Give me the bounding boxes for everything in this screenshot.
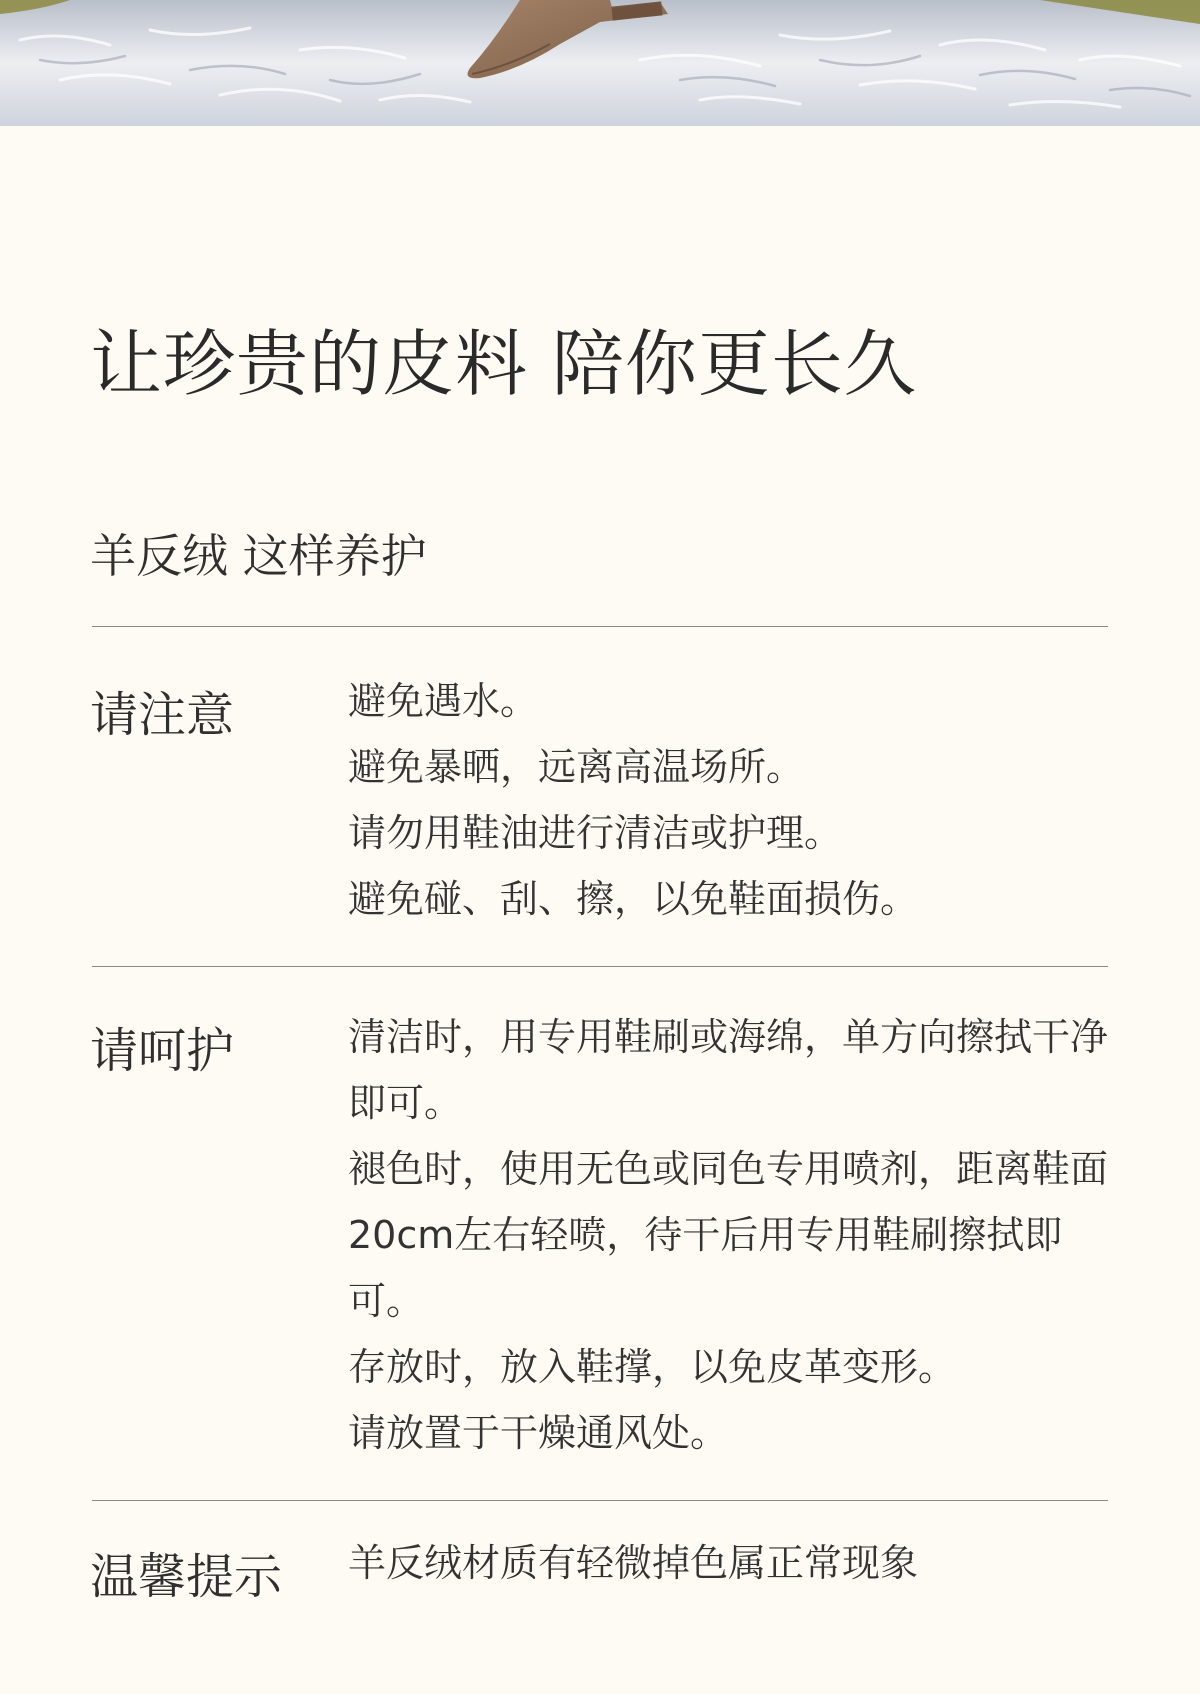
list-item: 避免暴晒，远离高温场所。 — [348, 745, 805, 789]
list-item: 褪色时，使用无色或同色专用喷剂，距离鞋面20cm左右轻喷，待干后用专用鞋刷擦拭即可。 — [348, 1147, 1109, 1323]
care-list — [348, 1004, 1110, 1466]
tip-list — [348, 1530, 1110, 1596]
row-label-care: 请呵护 — [90, 1023, 235, 1079]
hero-photo — [0, 0, 1200, 126]
list-item: 请放置于干燥通风处。 — [348, 1411, 729, 1455]
list-item: 请勿用鞋油进行清洁或护理。 — [348, 811, 843, 855]
list-item: 清洁时，用专用鞋刷或海绵，单方向擦拭干净即可。 — [348, 1015, 1109, 1125]
row-label-tip: 温馨提示 — [90, 1549, 283, 1605]
divider — [92, 966, 1108, 967]
row-label-notice: 请注意 — [90, 687, 235, 743]
list-item: 存放时，放入鞋撑，以免皮革变形。 — [348, 1345, 957, 1389]
notice-list — [348, 668, 1110, 932]
list-item: 避免遇水。 — [348, 679, 539, 723]
divider — [92, 1500, 1108, 1501]
section-title: 羊反绒 这样养护 — [90, 529, 427, 583]
list-item: 羊反绒材质有轻微掉色属正常现象 — [348, 1541, 919, 1585]
fur-rug-boot-image — [0, 0, 1200, 126]
list-item: 避免碰、刮、擦，以免鞋面损伤。 — [348, 877, 919, 921]
page-title: 让珍贵的皮料 陪你更长久 — [90, 322, 917, 406]
divider — [92, 626, 1108, 627]
